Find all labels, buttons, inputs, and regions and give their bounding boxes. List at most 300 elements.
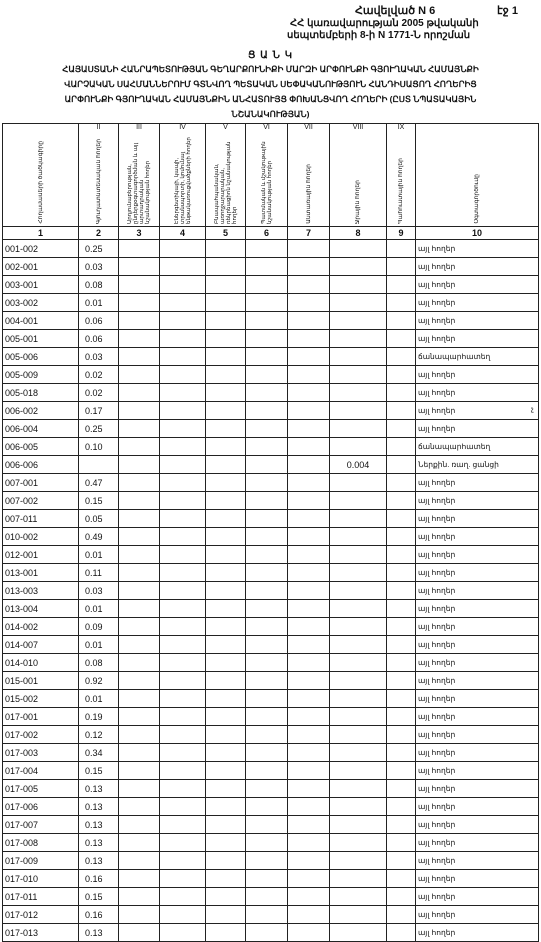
row-col-9 xyxy=(387,456,416,474)
row-agri-value: 0.03 xyxy=(79,258,119,276)
row-col-7 xyxy=(288,924,330,942)
row-col-4 xyxy=(160,672,206,690)
row-col-5 xyxy=(206,258,246,276)
row-col-5 xyxy=(206,312,246,330)
row-col-7 xyxy=(288,672,330,690)
row-col-5 xyxy=(206,744,246,762)
row-code: 017-005 xyxy=(3,780,79,798)
row-col-3 xyxy=(119,366,160,384)
row-col-9 xyxy=(387,816,416,834)
row-water-value xyxy=(330,492,387,510)
row-col-4 xyxy=(160,312,206,330)
col-num-8: 8 xyxy=(330,227,387,240)
row-col-7 xyxy=(288,834,330,852)
row-usage: այլ հողեր xyxy=(416,870,539,888)
row-col-9 xyxy=(387,852,416,870)
col-desc-7 xyxy=(288,133,330,227)
row-col-7 xyxy=(288,330,330,348)
row-col-3 xyxy=(119,744,160,762)
col-desc-9-text: Պահուստային հողեր xyxy=(398,157,404,224)
row-water-value xyxy=(330,888,387,906)
row-col-5 xyxy=(206,402,246,420)
table-row xyxy=(3,618,539,636)
row-col-7 xyxy=(288,726,330,744)
row-code: 006-004 xyxy=(3,420,79,438)
row-col-9 xyxy=(387,510,416,528)
row-col-4 xyxy=(160,870,206,888)
title-line-3: ԱՐՓՈՒՆՔԻ ԳՅՈՒՂԱԿԱՆ ՀԱՄԱՅՆՔԻՆ ԱՆՀԱՏՈՒՅՑ ՓՈԽԱՆՑՎՈՂ ՀՈՂԵՐԻ (ԸՍՏ ՆՊԱՏԱԿԱՅԻՆ xyxy=(64,94,477,104)
row-col-9 xyxy=(387,348,416,366)
row-code: 007-011 xyxy=(3,510,79,528)
table-row xyxy=(3,888,539,906)
row-usage: այլ հողեր xyxy=(416,636,539,654)
row-col-7 xyxy=(288,420,330,438)
row-col-4 xyxy=(160,744,206,762)
table-row xyxy=(3,240,539,258)
row-usage: այլ հողեր xyxy=(416,312,539,330)
row-usage: այլ հողեր xyxy=(416,510,539,528)
row-col-4 xyxy=(160,348,206,366)
row-col-5 xyxy=(206,600,246,618)
table-row xyxy=(3,312,539,330)
row-col-3 xyxy=(119,654,160,672)
row-col-7 xyxy=(288,564,330,582)
row-col-3 xyxy=(119,618,160,636)
row-col-3 xyxy=(119,438,160,456)
table-row xyxy=(3,672,539,690)
row-agri-value: 0.02 xyxy=(79,366,119,384)
col-num-10: 10 xyxy=(416,227,539,240)
row-col-4 xyxy=(160,384,206,402)
row-col-3 xyxy=(119,510,160,528)
row-water-value xyxy=(330,600,387,618)
row-water-value xyxy=(330,654,387,672)
row-col-9 xyxy=(387,474,416,492)
row-col-7 xyxy=(288,870,330,888)
row-col-4 xyxy=(160,276,206,294)
row-water-value xyxy=(330,618,387,636)
row-water-value xyxy=(330,834,387,852)
row-water-value xyxy=(330,816,387,834)
row-code: 017-011 xyxy=(3,888,79,906)
row-col-3 xyxy=(119,672,160,690)
row-col-6 xyxy=(246,348,288,366)
row-water-value xyxy=(330,348,387,366)
table-row xyxy=(3,492,539,510)
table-row xyxy=(3,402,539,420)
row-col-3 xyxy=(119,726,160,744)
row-col-4 xyxy=(160,528,206,546)
row-col-7 xyxy=(288,474,330,492)
side-mark: չ xyxy=(531,406,534,413)
table-row xyxy=(3,564,539,582)
row-water-value xyxy=(330,672,387,690)
row-code: 002-001 xyxy=(3,258,79,276)
table-row xyxy=(3,294,539,312)
title-line-4: ՆՇԱՆԱԿՈՒԹՅԱՆ) xyxy=(231,109,310,119)
row-usage: այլ հողեր xyxy=(416,330,539,348)
row-col-5 xyxy=(206,906,246,924)
row-col-7 xyxy=(288,762,330,780)
row-col-6 xyxy=(246,528,288,546)
row-col-7 xyxy=(288,402,330,420)
row-col-4 xyxy=(160,366,206,384)
row-col-3 xyxy=(119,402,160,420)
row-agri-value: 0.03 xyxy=(79,348,119,366)
table-row xyxy=(3,546,539,564)
row-col-4 xyxy=(160,420,206,438)
row-water-value xyxy=(330,276,387,294)
row-agri-value: 0.01 xyxy=(79,636,119,654)
row-water-value xyxy=(330,636,387,654)
row-col-9 xyxy=(387,654,416,672)
row-water-value xyxy=(330,258,387,276)
col-desc-1-text: Հողամասերի ծածկագիրը xyxy=(37,141,44,224)
row-col-4 xyxy=(160,582,206,600)
row-usage: այլ հողեր xyxy=(416,744,539,762)
row-agri-value: 0.13 xyxy=(79,834,119,852)
row-usage: այլ հողեր xyxy=(416,834,539,852)
row-agri-value: 0.08 xyxy=(79,654,119,672)
table-row xyxy=(3,276,539,294)
row-col-3 xyxy=(119,294,160,312)
row-usage: այլ հողեր xyxy=(416,294,539,312)
table-row xyxy=(3,726,539,744)
row-col-9 xyxy=(387,492,416,510)
row-col-5 xyxy=(206,330,246,348)
row-agri-value: 0.13 xyxy=(79,924,119,942)
row-usage: ճանապարհատեղ xyxy=(416,348,539,366)
col-desc-10 xyxy=(416,133,539,227)
row-col-5 xyxy=(206,366,246,384)
row-code: 010-002 xyxy=(3,528,79,546)
row-water-value xyxy=(330,852,387,870)
row-agri-value: 0.47 xyxy=(79,474,119,492)
row-code: 014-010 xyxy=(3,654,79,672)
table-row xyxy=(3,762,539,780)
row-agri-value: 0.10 xyxy=(79,438,119,456)
row-col-6 xyxy=(246,798,288,816)
row-col-4 xyxy=(160,492,206,510)
row-col-6 xyxy=(246,312,288,330)
row-usage: ճանապարհատեղ xyxy=(416,438,539,456)
row-usage: այլ հողեր xyxy=(416,420,539,438)
col-num-9: 9 xyxy=(387,227,416,240)
row-water-value xyxy=(330,438,387,456)
row-water-value xyxy=(330,366,387,384)
row-agri-value: 0.15 xyxy=(79,492,119,510)
table-row xyxy=(3,816,539,834)
row-col-7 xyxy=(288,312,330,330)
row-col-9 xyxy=(387,600,416,618)
row-agri-value: 0.16 xyxy=(79,906,119,924)
row-col-4 xyxy=(160,888,206,906)
row-col-6 xyxy=(246,870,288,888)
table-row xyxy=(3,456,539,474)
title-line-2: ՎԱՐՉԱԿԱՆ ՍԱՀՄԱՆՆԵՐՈՒՄ ԳՏՆՎՈՂ ՊԵՏԱԿԱՆ ՍԵՓԱԿԱՆՈՒԹՅՈՒՆ ՀԱՆԴԻՍԱՑՈՂ ՀՈՂԵՐԻՑ xyxy=(64,79,477,89)
row-code: 003-002 xyxy=(3,294,79,312)
row-col-3 xyxy=(119,330,160,348)
row-col-9 xyxy=(387,906,416,924)
row-col-5 xyxy=(206,672,246,690)
row-usage: այլ հողեր xyxy=(416,564,539,582)
row-col-4 xyxy=(160,834,206,852)
row-col-7 xyxy=(288,276,330,294)
row-col-6 xyxy=(246,474,288,492)
row-agri-value: 0.15 xyxy=(79,762,119,780)
row-usage: այլ հողեր xyxy=(416,708,539,726)
row-col-6 xyxy=(246,816,288,834)
table-row xyxy=(3,330,539,348)
row-col-5 xyxy=(206,888,246,906)
row-code: 013-004 xyxy=(3,600,79,618)
row-col-9 xyxy=(387,690,416,708)
row-code: 005-001 xyxy=(3,330,79,348)
row-col-4 xyxy=(160,636,206,654)
row-col-7 xyxy=(288,888,330,906)
decree-line-1: ՀՀ կառավարության 2005 թվականի xyxy=(290,18,479,29)
row-water-value xyxy=(330,870,387,888)
col-num-6: 6 xyxy=(246,227,288,240)
row-col-3 xyxy=(119,546,160,564)
row-col-3 xyxy=(119,456,160,474)
row-col-6 xyxy=(246,654,288,672)
table-row xyxy=(3,654,539,672)
col-desc-5 xyxy=(206,133,246,227)
row-col-6 xyxy=(246,276,288,294)
row-col-6 xyxy=(246,834,288,852)
row-col-9 xyxy=(387,708,416,726)
row-col-4 xyxy=(160,402,206,420)
row-col-9 xyxy=(387,726,416,744)
row-col-7 xyxy=(288,294,330,312)
row-col-4 xyxy=(160,924,206,942)
row-col-4 xyxy=(160,438,206,456)
row-agri-value: 0.03 xyxy=(79,582,119,600)
row-code: 006-002 xyxy=(3,402,79,420)
row-col-9 xyxy=(387,366,416,384)
land-table xyxy=(2,123,539,942)
row-col-3 xyxy=(119,258,160,276)
row-col-7 xyxy=(288,600,330,618)
row-water-value xyxy=(330,744,387,762)
row-usage: այլ հողեր xyxy=(416,402,539,420)
row-col-7 xyxy=(288,240,330,258)
row-col-6 xyxy=(246,438,288,456)
row-col-5 xyxy=(206,870,246,888)
row-col-7 xyxy=(288,654,330,672)
col-desc-1 xyxy=(3,133,79,227)
row-col-9 xyxy=(387,528,416,546)
roman-col-6: VI xyxy=(246,124,288,134)
row-col-5 xyxy=(206,564,246,582)
row-col-9 xyxy=(387,276,416,294)
row-usage: այլ հողեր xyxy=(416,852,539,870)
row-col-3 xyxy=(119,852,160,870)
row-usage: այլ հողեր xyxy=(416,276,539,294)
row-col-7 xyxy=(288,636,330,654)
row-col-6 xyxy=(246,600,288,618)
row-col-9 xyxy=(387,564,416,582)
row-usage: այլ հողեր xyxy=(416,924,539,942)
row-agri-value: 0.19 xyxy=(79,708,119,726)
col-num-4: 4 xyxy=(160,227,206,240)
row-usage: այլ հողեր xyxy=(416,654,539,672)
row-col-6 xyxy=(246,924,288,942)
roman-col-9: IX xyxy=(387,124,416,134)
row-col-6 xyxy=(246,384,288,402)
page-label: էջ 1 xyxy=(497,5,518,17)
row-col-6 xyxy=(246,456,288,474)
row-col-4 xyxy=(160,600,206,618)
row-col-7 xyxy=(288,510,330,528)
row-col-4 xyxy=(160,510,206,528)
row-col-3 xyxy=(119,474,160,492)
row-col-9 xyxy=(387,546,416,564)
col-desc-5-text: Բնապահպանական, առողջարարական, ռեկրեացիոն նշանակության հողեր xyxy=(213,141,238,224)
column-description-row xyxy=(3,133,539,227)
row-col-5 xyxy=(206,420,246,438)
row-col-5 xyxy=(206,708,246,726)
appendix-label: Հավելված N 6 xyxy=(355,5,436,17)
table-row xyxy=(3,744,539,762)
row-col-3 xyxy=(119,762,160,780)
col-num-2: 2 xyxy=(79,227,119,240)
row-col-6 xyxy=(246,240,288,258)
row-agri-value: 0.01 xyxy=(79,294,119,312)
row-water-value xyxy=(330,384,387,402)
roman-header-row xyxy=(3,124,539,134)
table-row xyxy=(3,708,539,726)
row-code: 015-002 xyxy=(3,690,79,708)
col-num-7: 7 xyxy=(288,227,330,240)
row-col-4 xyxy=(160,240,206,258)
row-col-4 xyxy=(160,330,206,348)
row-col-6 xyxy=(246,420,288,438)
row-usage: այլ հողեր xyxy=(416,690,539,708)
row-col-6 xyxy=(246,906,288,924)
row-agri-value: 0.06 xyxy=(79,330,119,348)
row-col-6 xyxy=(246,618,288,636)
row-water-value xyxy=(330,690,387,708)
document-title: Ց Ա Ն Կ xyxy=(247,50,294,61)
row-usage: այլ հողեր xyxy=(416,762,539,780)
row-agri-value: 0.11 xyxy=(79,564,119,582)
row-col-3 xyxy=(119,384,160,402)
row-agri-value: 0.15 xyxy=(79,888,119,906)
row-col-6 xyxy=(246,366,288,384)
row-col-4 xyxy=(160,726,206,744)
row-col-7 xyxy=(288,582,330,600)
row-col-5 xyxy=(206,276,246,294)
row-col-3 xyxy=(119,348,160,366)
row-col-4 xyxy=(160,762,206,780)
row-col-6 xyxy=(246,852,288,870)
row-code: 001-002 xyxy=(3,240,79,258)
row-agri-value: 0.49 xyxy=(79,528,119,546)
row-col-6 xyxy=(246,510,288,528)
row-water-value xyxy=(330,798,387,816)
row-usage: Ներքին. ռաղ. ցանցի xyxy=(416,456,539,474)
col-desc-6-text: Պատմական և մշակութային նշանակության հողեր xyxy=(260,141,273,224)
row-code: 017-002 xyxy=(3,726,79,744)
table-row xyxy=(3,834,539,852)
table-row xyxy=(3,906,539,924)
row-col-5 xyxy=(206,510,246,528)
row-usage: այլ հողեր xyxy=(416,474,539,492)
row-col-5 xyxy=(206,762,246,780)
row-agri-value: 0.01 xyxy=(79,546,119,564)
row-col-3 xyxy=(119,312,160,330)
row-col-5 xyxy=(206,456,246,474)
row-water-value xyxy=(330,330,387,348)
row-code: 017-010 xyxy=(3,870,79,888)
row-col-5 xyxy=(206,348,246,366)
row-col-5 xyxy=(206,690,246,708)
row-water-value xyxy=(330,906,387,924)
table-row xyxy=(3,366,539,384)
row-col-5 xyxy=(206,474,246,492)
row-col-4 xyxy=(160,618,206,636)
row-code: 017-003 xyxy=(3,744,79,762)
row-col-3 xyxy=(119,834,160,852)
row-agri-value: 0.06 xyxy=(79,312,119,330)
row-water-value xyxy=(330,420,387,438)
row-col-7 xyxy=(288,816,330,834)
row-col-3 xyxy=(119,906,160,924)
row-col-6 xyxy=(246,690,288,708)
row-col-6 xyxy=(246,546,288,564)
col-desc-10-text: Օգտագործումը xyxy=(474,174,480,224)
col-desc-4-text: Էներգետիկայի, կապի, տրանսպորտի, կոմունալ ենթակառուցվածքների հողեր xyxy=(173,137,192,224)
row-agri-value: 0.13 xyxy=(79,852,119,870)
row-col-5 xyxy=(206,726,246,744)
row-col-7 xyxy=(288,456,330,474)
row-code: 017-008 xyxy=(3,834,79,852)
row-water-value xyxy=(330,528,387,546)
row-col-3 xyxy=(119,798,160,816)
col-num-1: 1 xyxy=(3,227,79,240)
row-code: 007-002 xyxy=(3,492,79,510)
row-col-3 xyxy=(119,528,160,546)
row-code: 014-002 xyxy=(3,618,79,636)
table-row xyxy=(3,384,539,402)
row-code: 004-001 xyxy=(3,312,79,330)
row-code: 017-001 xyxy=(3,708,79,726)
row-col-4 xyxy=(160,546,206,564)
row-col-3 xyxy=(119,690,160,708)
row-col-6 xyxy=(246,762,288,780)
row-col-4 xyxy=(160,564,206,582)
col-desc-6 xyxy=(246,133,288,227)
row-code: 006-006 xyxy=(3,456,79,474)
row-col-7 xyxy=(288,708,330,726)
col-num-5: 5 xyxy=(206,227,246,240)
roman-col-10 xyxy=(416,124,539,134)
table-row xyxy=(3,798,539,816)
row-col-4 xyxy=(160,294,206,312)
row-agri-value: 0.13 xyxy=(79,780,119,798)
row-code: 007-001 xyxy=(3,474,79,492)
row-agri-value: 0.25 xyxy=(79,240,119,258)
table-row xyxy=(3,258,539,276)
roman-col-2: II xyxy=(79,124,119,134)
row-water-value xyxy=(330,312,387,330)
row-agri-value: 0.08 xyxy=(79,276,119,294)
row-col-4 xyxy=(160,906,206,924)
row-col-3 xyxy=(119,276,160,294)
row-water-value xyxy=(330,708,387,726)
